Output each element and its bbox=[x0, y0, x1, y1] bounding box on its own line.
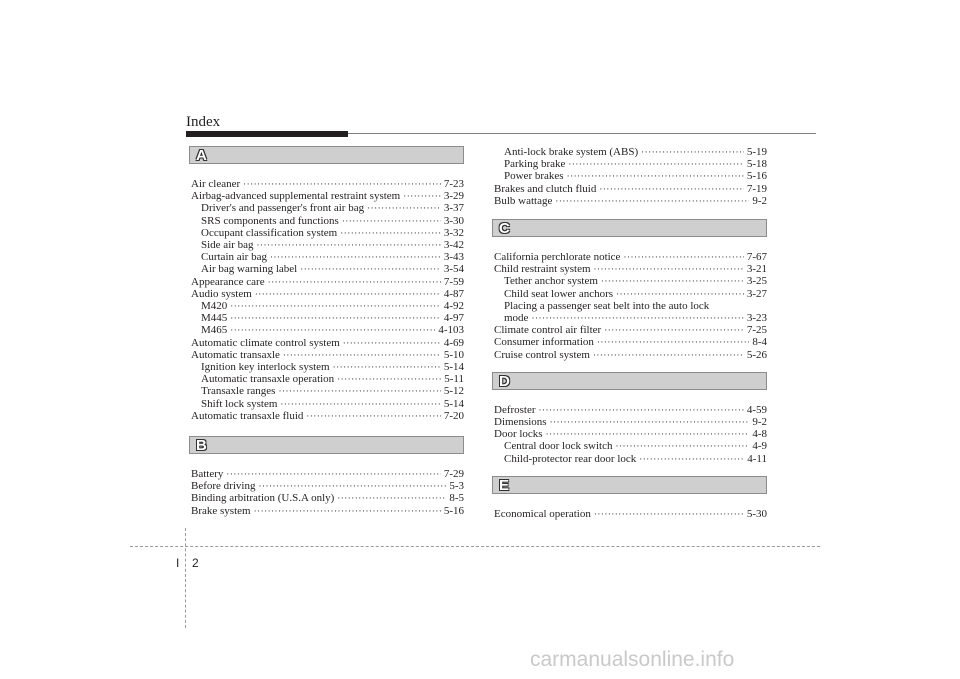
entry-leader bbox=[342, 215, 441, 227]
entry-page: 4-8 bbox=[752, 428, 767, 441]
entry-label: SRS components and functions bbox=[201, 214, 339, 227]
index-entry[interactable] bbox=[191, 410, 464, 422]
entry-leader bbox=[278, 385, 440, 397]
index-entry[interactable] bbox=[191, 276, 464, 288]
entry-page: 5-16 bbox=[746, 170, 767, 183]
index-entry[interactable] bbox=[191, 505, 464, 517]
entry-page: 5-26 bbox=[746, 348, 767, 361]
watermark: carmanualsonline.info bbox=[530, 648, 735, 671]
section-bar-c: C bbox=[492, 219, 767, 237]
index-entry[interactable] bbox=[191, 251, 464, 263]
entry-label: Audio system bbox=[191, 287, 252, 300]
index-entry[interactable] bbox=[191, 288, 464, 300]
entry-label: Bulb wattage bbox=[494, 194, 553, 207]
entry-leader bbox=[343, 337, 441, 349]
index-entry[interactable] bbox=[494, 440, 767, 452]
index-entry[interactable] bbox=[191, 215, 464, 227]
entry-leader bbox=[623, 251, 743, 263]
entries-e bbox=[494, 508, 767, 520]
entry-label: Air bag warning label bbox=[201, 263, 298, 276]
section-bar-e: E bbox=[492, 476, 767, 494]
entry-leader bbox=[230, 300, 441, 312]
entry-leader bbox=[254, 505, 441, 517]
entry-label: Automatic transaxle fluid bbox=[191, 409, 304, 422]
entry-label: California perchlorate notice bbox=[494, 251, 621, 264]
entry-label: Before driving bbox=[191, 480, 256, 493]
entry-leader bbox=[258, 480, 446, 492]
entry-label: Power brakes bbox=[504, 170, 564, 183]
entry-label: Shift lock system bbox=[201, 397, 278, 410]
entry-page: 8-4 bbox=[752, 336, 767, 349]
entry-page: 7-25 bbox=[746, 324, 767, 337]
entries-c2 bbox=[494, 324, 767, 361]
entry-label: Child-protector rear door lock bbox=[504, 452, 637, 465]
entry-label: M465 bbox=[201, 324, 228, 337]
index-entry[interactable] bbox=[191, 480, 464, 492]
entry-leader bbox=[300, 263, 441, 275]
entry-label: Consumer information bbox=[494, 336, 594, 349]
entry-label: Driver's and passenger's front air bag bbox=[201, 202, 365, 215]
index-entry[interactable] bbox=[494, 404, 767, 416]
entry-page: 7-23 bbox=[443, 178, 464, 190]
entry-label: Central door lock switch bbox=[504, 440, 613, 453]
entry-page: 5-11 bbox=[444, 373, 464, 386]
entry-leader bbox=[257, 239, 441, 251]
entry-label: Brake system bbox=[191, 504, 251, 517]
entry-leader bbox=[567, 170, 744, 182]
index-entry[interactable] bbox=[494, 263, 767, 275]
entry-page: 4-97 bbox=[443, 312, 464, 325]
entry-page: 4-9 bbox=[752, 440, 767, 453]
index-entry[interactable] bbox=[191, 385, 464, 397]
index-entry[interactable] bbox=[494, 324, 767, 336]
index-entry[interactable] bbox=[191, 373, 464, 385]
index-entry[interactable] bbox=[191, 239, 464, 251]
index-entry[interactable] bbox=[494, 195, 767, 207]
entry-label: Automatic transaxle operation bbox=[201, 373, 335, 386]
entry-page: 3-27 bbox=[746, 287, 767, 300]
index-entry[interactable] bbox=[494, 183, 767, 195]
entry-leader bbox=[594, 263, 744, 275]
index-entry[interactable] bbox=[494, 251, 767, 263]
entry-leader bbox=[616, 288, 744, 300]
entry-leader bbox=[230, 312, 441, 324]
entry-leader bbox=[306, 410, 440, 422]
entry-page: 3-29 bbox=[443, 190, 464, 203]
entry-label: Air cleaner bbox=[191, 178, 241, 190]
entry-page: 3-21 bbox=[746, 263, 767, 276]
entry-leader bbox=[283, 349, 441, 361]
entry-page: 4-92 bbox=[443, 300, 464, 313]
index-entry[interactable] bbox=[494, 146, 767, 158]
entry-leader bbox=[270, 251, 441, 263]
index-entry[interactable] bbox=[191, 398, 464, 410]
entry-leader bbox=[226, 468, 440, 480]
index-entry[interactable] bbox=[494, 349, 767, 361]
entry-label: Defroster bbox=[494, 403, 536, 416]
entries-b-cont bbox=[494, 146, 767, 207]
entry-label: Side air bag bbox=[201, 239, 254, 252]
entry-label: Tether anchor system bbox=[504, 275, 598, 288]
entry-label: Curtain air bag bbox=[201, 251, 267, 264]
entry-page: 7-19 bbox=[746, 182, 767, 195]
entry-leader bbox=[555, 195, 749, 207]
entry-label: Automatic transaxle bbox=[191, 348, 280, 361]
entry-label: M420 bbox=[201, 300, 228, 313]
entry-page: 8-5 bbox=[449, 492, 464, 505]
entry-page: 3-43 bbox=[443, 251, 464, 264]
entry-label: Automatic climate control system bbox=[191, 336, 340, 349]
entry-page: 5-10 bbox=[443, 348, 464, 361]
entry-page: 3-54 bbox=[443, 263, 464, 276]
entry-page: 4-103 bbox=[438, 324, 464, 337]
footer-divider bbox=[185, 528, 186, 628]
index-entry[interactable] bbox=[191, 337, 464, 349]
entry-label: Child seat lower anchors bbox=[504, 287, 614, 300]
entry-label: Child restraint system bbox=[494, 263, 591, 276]
entry-page: 4-59 bbox=[746, 403, 767, 416]
footer-page-number: 2 bbox=[192, 556, 199, 570]
entry-leader bbox=[594, 508, 744, 520]
entry-label: M445 bbox=[201, 312, 228, 325]
entry-label: Dimensions bbox=[494, 416, 547, 429]
entry-label: Anti-lock brake system (ABS) bbox=[504, 146, 639, 158]
entry-leader bbox=[268, 276, 441, 288]
entry-page: 5-16 bbox=[443, 504, 464, 517]
entries-a bbox=[191, 178, 464, 422]
index-entry[interactable] bbox=[191, 190, 464, 202]
index-entry[interactable] bbox=[191, 468, 464, 480]
section-bar-a: A bbox=[189, 146, 464, 164]
entry-label: Ignition key interlock system bbox=[201, 361, 330, 374]
entry-label: Battery bbox=[191, 468, 224, 481]
entry-leader bbox=[601, 275, 744, 287]
entries-b bbox=[191, 468, 464, 517]
entry-leader bbox=[280, 398, 440, 410]
entry-page: 7-67 bbox=[746, 251, 767, 264]
index-column-left bbox=[191, 146, 464, 517]
index-entry[interactable] bbox=[494, 170, 767, 182]
entry-label: Cruise control system bbox=[494, 348, 590, 361]
index-entry[interactable] bbox=[191, 361, 464, 373]
index-entry[interactable] bbox=[191, 202, 464, 214]
entry-page: 5-19 bbox=[746, 146, 767, 158]
page-title: Index bbox=[186, 114, 221, 130]
index-entry[interactable] bbox=[494, 453, 767, 465]
index-column-right bbox=[494, 146, 767, 520]
entry-leader bbox=[546, 428, 750, 440]
entry-leader bbox=[243, 178, 441, 190]
entry-leader bbox=[340, 227, 441, 239]
index-entry[interactable] bbox=[494, 275, 767, 287]
entry-leader bbox=[333, 361, 441, 373]
index-entry[interactable] bbox=[191, 324, 464, 336]
entry-leader bbox=[550, 416, 750, 428]
index-entry[interactable] bbox=[191, 312, 464, 324]
entry-leader bbox=[599, 183, 743, 195]
entry-leader bbox=[230, 324, 435, 336]
entry-leader bbox=[604, 324, 744, 336]
entry-page: 4-11 bbox=[747, 452, 767, 465]
entry-label: Climate control air filter bbox=[494, 324, 602, 337]
entry-page: 7-59 bbox=[443, 275, 464, 288]
footer-section: I bbox=[176, 556, 180, 570]
entry-leader bbox=[593, 349, 744, 361]
entry-leader bbox=[639, 453, 744, 465]
index-entry[interactable] bbox=[494, 288, 767, 300]
entry-page: 4-87 bbox=[443, 287, 464, 300]
entry-page: 7-20 bbox=[443, 409, 464, 422]
section-bar-b: B bbox=[189, 436, 464, 454]
entry-page: 3-32 bbox=[443, 226, 464, 239]
entry-label: Parking brake bbox=[504, 158, 566, 171]
entry-page: 5-14 bbox=[443, 397, 464, 410]
entries-c bbox=[494, 251, 767, 300]
entry-page: 5-14 bbox=[443, 361, 464, 374]
entry-leader bbox=[539, 404, 744, 416]
entry-leader bbox=[403, 190, 441, 202]
entry-label: Transaxle ranges bbox=[201, 385, 276, 398]
entry-page: 3-25 bbox=[746, 275, 767, 288]
index-entry[interactable] bbox=[494, 508, 767, 520]
entry-leader bbox=[615, 440, 749, 452]
section-bar-d: D bbox=[492, 372, 767, 390]
index-entry[interactable] bbox=[191, 492, 464, 504]
entry-page: 5-3 bbox=[449, 480, 464, 493]
entry-page: 7-29 bbox=[443, 468, 464, 481]
entries-d bbox=[494, 404, 767, 465]
entry-label: Economical operation bbox=[494, 507, 591, 520]
index-entry[interactable] bbox=[494, 336, 767, 348]
entry-leader bbox=[255, 288, 441, 300]
index-entry[interactable] bbox=[191, 263, 464, 275]
entry-label: Binding arbitration (U.S.A only) bbox=[191, 492, 335, 505]
entry-leader bbox=[597, 336, 749, 348]
entry-page: 4-69 bbox=[443, 336, 464, 349]
entry-page: 9-2 bbox=[752, 416, 767, 429]
index-entry[interactable] bbox=[494, 416, 767, 428]
footer-rule bbox=[130, 546, 820, 547]
entry-page: 5-18 bbox=[746, 158, 767, 171]
entry-label: Door locks bbox=[494, 428, 543, 441]
entry-label: Airbag-advanced supplemental restraint system bbox=[191, 190, 401, 203]
entry-label: Brakes and clutch fluid bbox=[494, 182, 597, 195]
index-entry-wrap-second[interactable]: mode ····· 3-23 bbox=[494, 312, 767, 324]
index-entry[interactable] bbox=[494, 158, 767, 170]
index-entry[interactable] bbox=[494, 428, 767, 440]
entry-label: Appearance care bbox=[191, 275, 265, 288]
index-entry[interactable] bbox=[191, 300, 464, 312]
entry-page: 3-30 bbox=[443, 214, 464, 227]
entry-label: Occupant classification system bbox=[201, 226, 338, 239]
entry-page: 3-42 bbox=[443, 239, 464, 252]
entry-leader bbox=[367, 202, 441, 214]
index-entry[interactable] bbox=[191, 227, 464, 239]
entry-page: 5-12 bbox=[443, 385, 464, 398]
entry-leader bbox=[641, 146, 744, 158]
entry-page: 3-37 bbox=[443, 202, 464, 215]
entry-page: 9-2 bbox=[752, 194, 767, 207]
index-entry[interactable] bbox=[191, 349, 464, 361]
entry-leader bbox=[337, 373, 441, 385]
entry-leader bbox=[337, 492, 446, 504]
index-entry[interactable] bbox=[191, 178, 464, 190]
entry-leader bbox=[568, 158, 743, 170]
entry-page: 5-30 bbox=[746, 507, 767, 520]
header-rule-accent bbox=[186, 131, 348, 137]
index-entry-wrap-first[interactable]: Placing a passenger seat belt into the auto lock bbox=[504, 299, 710, 312]
